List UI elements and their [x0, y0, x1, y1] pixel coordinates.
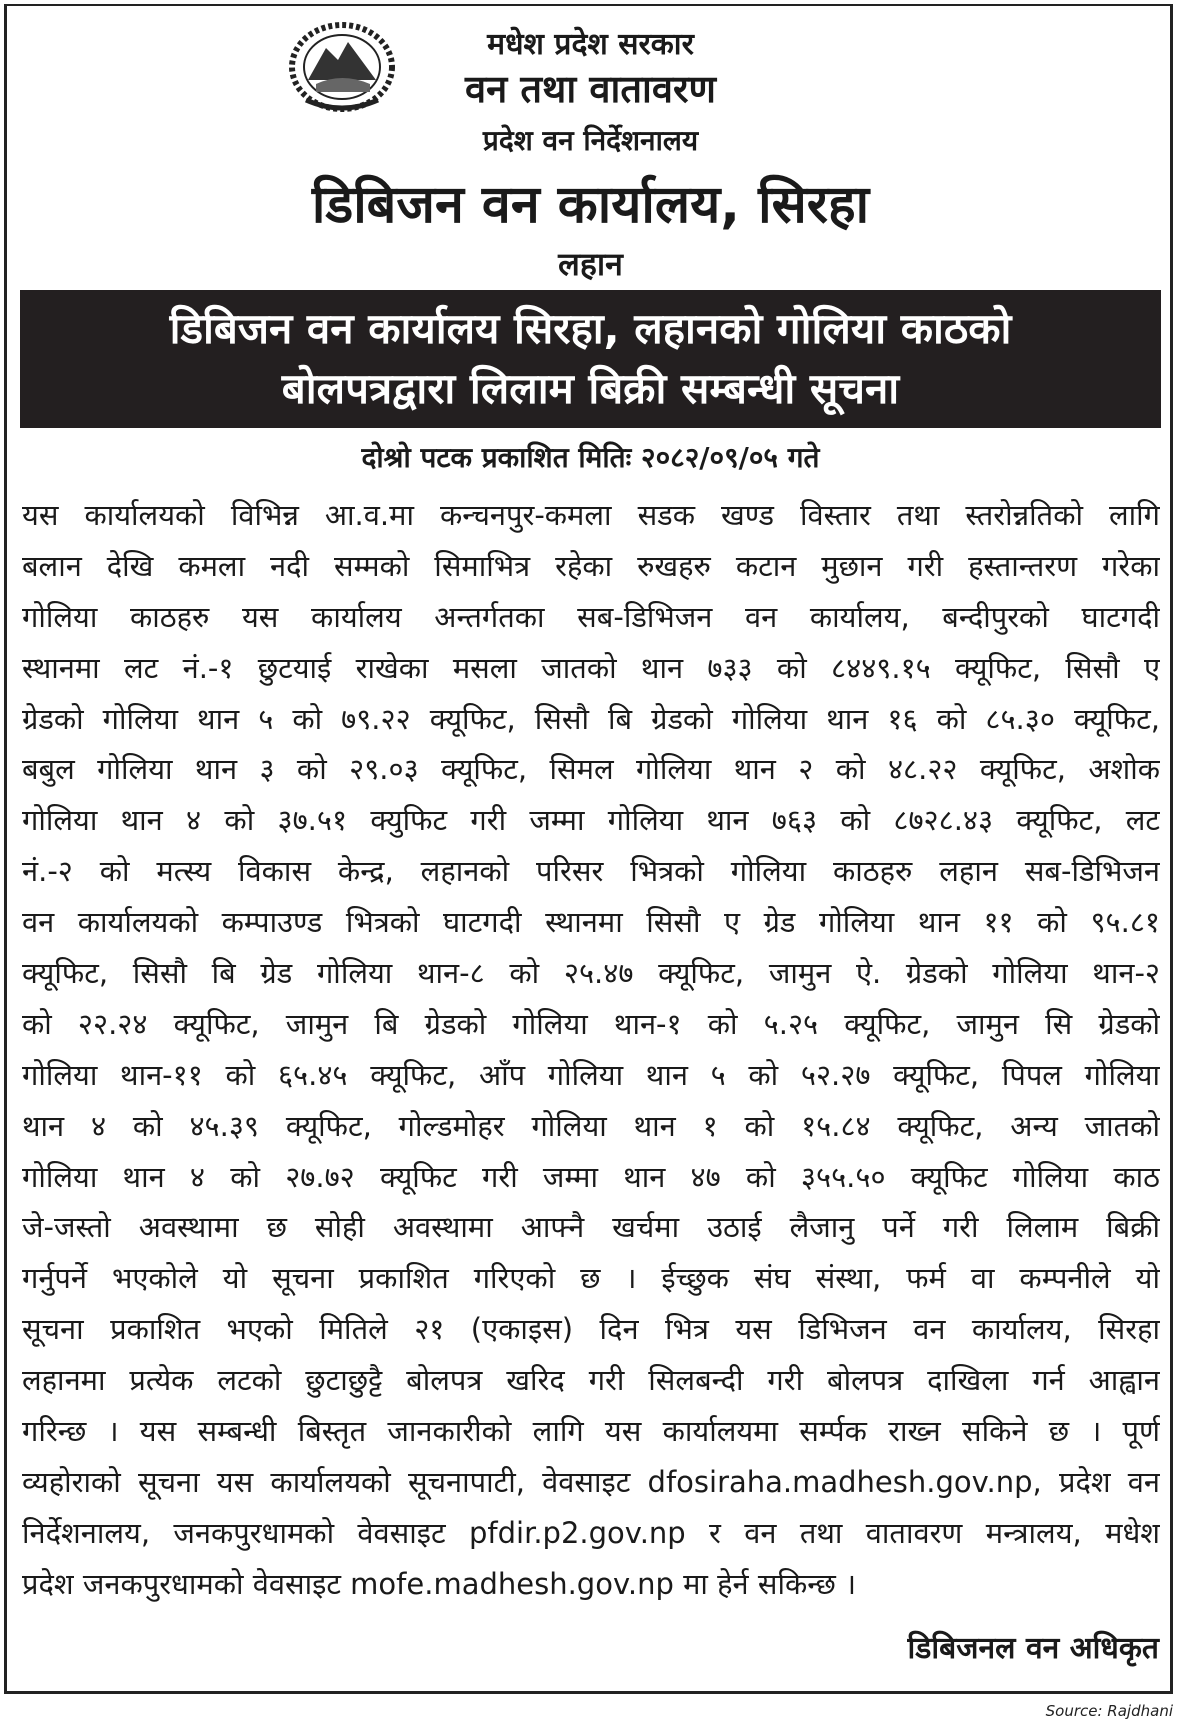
body-line: को २२.२४ क्यूफिट, जामुन बि ग्रेडको गोलिया थान-१ को ५.२५ क्यूफिट, जामुन सि ग्रेडको	[22, 1006, 1160, 1041]
ministry-name: वन तथा वातावरण	[464, 67, 717, 111]
body-line: बबुल गोलिया थान ३ को २९.०३ क्यूफिट, सिमल गोलिया थान २ को ४८.२२ क्यूफिट, अशोक	[22, 752, 1160, 787]
body-line: गोलिया थान ४ को ३७.५१ क्युफिट गरी जम्मा गोलिया थान ७६३ को ८७२८.४३ क्यूफिट, लट	[22, 803, 1160, 838]
body-line: ग्रेडको गोलिया थान ५ को ७९.२२ क्यूफिट, सिसौ बि ग्रेडको गोलिया थान १६ को ८५.३० क्यूफिट,	[22, 701, 1160, 736]
body-line: सूचना प्रकाशित भएको मितिले २१ (एकाइस) दिन भित्र यस डिभिजन वन कार्यालय, सिरहा	[22, 1312, 1160, 1347]
source-credit: Source: Rajdhani	[1045, 1702, 1173, 1720]
body-line: गोलिया थान ४ को २७.७२ क्यूफिट गरी जम्मा थान ४७ को ३५५.५० क्यूफिट गोलिया काठ	[22, 1159, 1160, 1194]
body-line: नं.-२ को मत्स्य विकास केन्द्र, लहानको परिसर भित्रको गोलिया काठहरु लहान सब-डिभिजन	[22, 854, 1160, 889]
body-line: बलान देखि कमला नदी सम्मको सिमाभित्र रहेका रुखहरु कटान मुछान गरी हस्तान्तरण गरेका	[22, 548, 1160, 583]
body-line: थान ४ को ४५.३९ क्यूफिट, गोल्डमोहर गोलिया थान १ को १५.८४ क्यूफिट, अन्य जातको	[22, 1108, 1160, 1143]
body-line: वन कार्यालयको कम्पाउण्ड भित्रको घाटगदी स्थानमा सिसौ ए ग्रेड गोलिया थान ११ को ९५.८१	[22, 905, 1160, 940]
body-line: गरिन्छ । यस सम्बन्धी बिस्तृत जानकारीको लागि यस कार्यालयमा सर्म्पक राख्न सकिने छ । पूर्ण	[22, 1414, 1160, 1449]
notice-body	[22, 492, 1160, 1612]
banner-line-1: डिबिजन वन कार्यालय सिरहा, लहानको गोलिया काठको	[169, 304, 1012, 353]
body-line: स्थानमा लट नं.-१ छुटयाई राखेका मसला जातको थान ७३३ को ८४४९.१५ क्यूफिट, सिसौ ए	[22, 650, 1160, 685]
body-line: गर्नुपर्ने भएकोले यो सूचना प्रकाशित गरिएको छ । ईच्छुक संघ संस्था, फर्म वा कम्पनीले यो	[22, 1261, 1160, 1296]
body-line: क्यूफिट, सिसौ बि ग्रेड गोलिया थान-८ को २५.४७ क्यूफिट, जामुन ऐ. ग्रेडको गोलिया थान-२	[22, 956, 1160, 991]
body-line: गोलिया थान-११ को ६५.४५ क्यूफिट, आँप गोलिया थान ५ को ५२.२७ क्यूफिट, पिपल गोलिया	[22, 1057, 1160, 1092]
province-government: मधेश प्रदेश सरकार	[487, 27, 694, 62]
notice-heading-banner	[20, 290, 1161, 428]
body-line: जे-जस्तो अवस्थामा छ सोही अवस्थामा आफ्नै खर्चमा उठाई लैजानु पर्ने गरी लिलाम बिक्री	[22, 1210, 1160, 1245]
office-location: लहान	[558, 245, 623, 283]
banner-line-2: बोलपत्रद्वारा लिलाम बिक्री सम्बन्धी सूचना	[281, 364, 900, 413]
body-line: यस कार्यालयको विभिन्न आ.व.मा कन्चनपुर-कमला सडक खण्ड विस्तार तथा स्तरोन्नतिको लागि	[22, 498, 1160, 532]
body-line: व्यहोराको सूचना यस कार्यालयको सूचनापाटी, वेवसाइट dfosiraha.madhesh.gov.np, प्रदेश वन	[22, 1464, 1160, 1499]
signatory-title: डिबिजनल वन अधिकृत	[907, 1631, 1159, 1666]
body-line: गोलिया काठहरु यस कार्यालय अन्तर्गतका सब-डिभिजन वन कार्यालय, बन्दीपुरको घाटगदी	[22, 599, 1160, 634]
directorate-name: प्रदेश वन निर्देशनालय	[482, 124, 699, 157]
body-line: लहानमा प्रत्येक लटको छुटाछुट्टै बोलपत्र खरिद गरी सिलबन्दी गरी बोलपत्र दाखिला गर्न आह्वान	[22, 1363, 1160, 1398]
publication-date: दोश्रो पटक प्रकाशित मितिः २०८२/०९/०५ गते	[361, 441, 820, 474]
body-line: प्रदेश जनकपुरधामको वेवसाइट mofe.madhesh.gov.np मा हेर्न सकिन्छ ।	[22, 1566, 857, 1601]
body-line: निर्देशनालय, जनकपुरधामको वेवसाइट pfdir.p2.gov.np र वन तथा वातावरण मन्त्रालय, मधेश	[22, 1515, 1160, 1550]
office-title: डिबिजन वन कार्यालय, सिरहा	[311, 175, 870, 235]
